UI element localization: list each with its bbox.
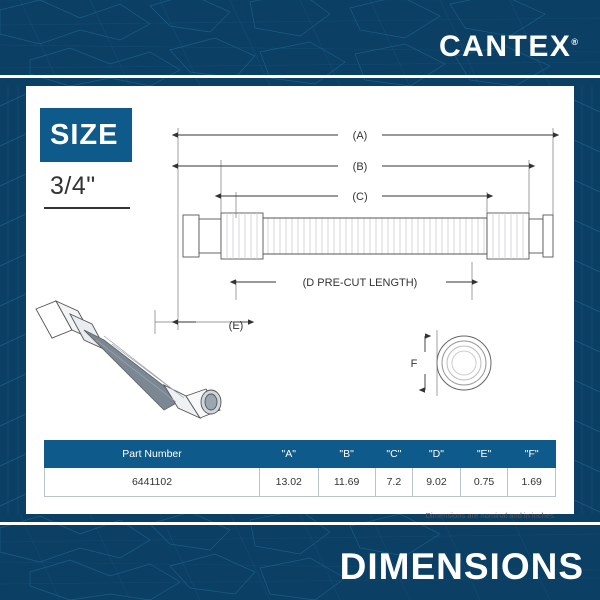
table-header-part-number: Part Number [45, 441, 260, 468]
cell-b: 11.69 [318, 468, 375, 497]
cell-a: 13.02 [260, 468, 319, 497]
table-header-e: "E" [460, 441, 508, 468]
size-badge-label: SIZE [40, 108, 132, 162]
conduit-main-view [183, 213, 553, 259]
dimensions-note: Dimensions are nominal and in inches. [425, 511, 556, 520]
cell-d: 9.02 [413, 468, 461, 497]
size-badge-value: 3/4" [50, 172, 96, 200]
table-header-b: "B" [318, 441, 375, 468]
table-header-row [45, 441, 556, 468]
cell-c: 7.2 [375, 468, 413, 497]
dimensions-table [44, 440, 556, 497]
dim-label-d: (D PRE-CUT LENGTH) [302, 277, 418, 289]
logo-text: CANTEX [439, 30, 572, 63]
cell-e: 0.75 [460, 468, 508, 497]
dim-label-c: (C) [352, 191, 368, 203]
table-header-d: "D" [413, 441, 461, 468]
cell-part-number: 6441102 [45, 468, 260, 497]
table-header-f: "F" [508, 441, 556, 468]
cell-f: 1.69 [508, 468, 556, 497]
dim-label-e: (E) [228, 320, 244, 332]
registered-mark: ® [571, 37, 578, 47]
dim-label-a: (A) [352, 130, 368, 142]
dim-label-b: (B) [352, 161, 368, 173]
table-header-c: "C" [375, 441, 413, 468]
dim-label-f: F [410, 358, 418, 370]
table-row [45, 468, 556, 497]
footer-title: DIMENSIONS [339, 546, 584, 587]
table-header-a: "A" [260, 441, 319, 468]
product-perspective-view [36, 301, 221, 418]
end-view [411, 330, 491, 396]
